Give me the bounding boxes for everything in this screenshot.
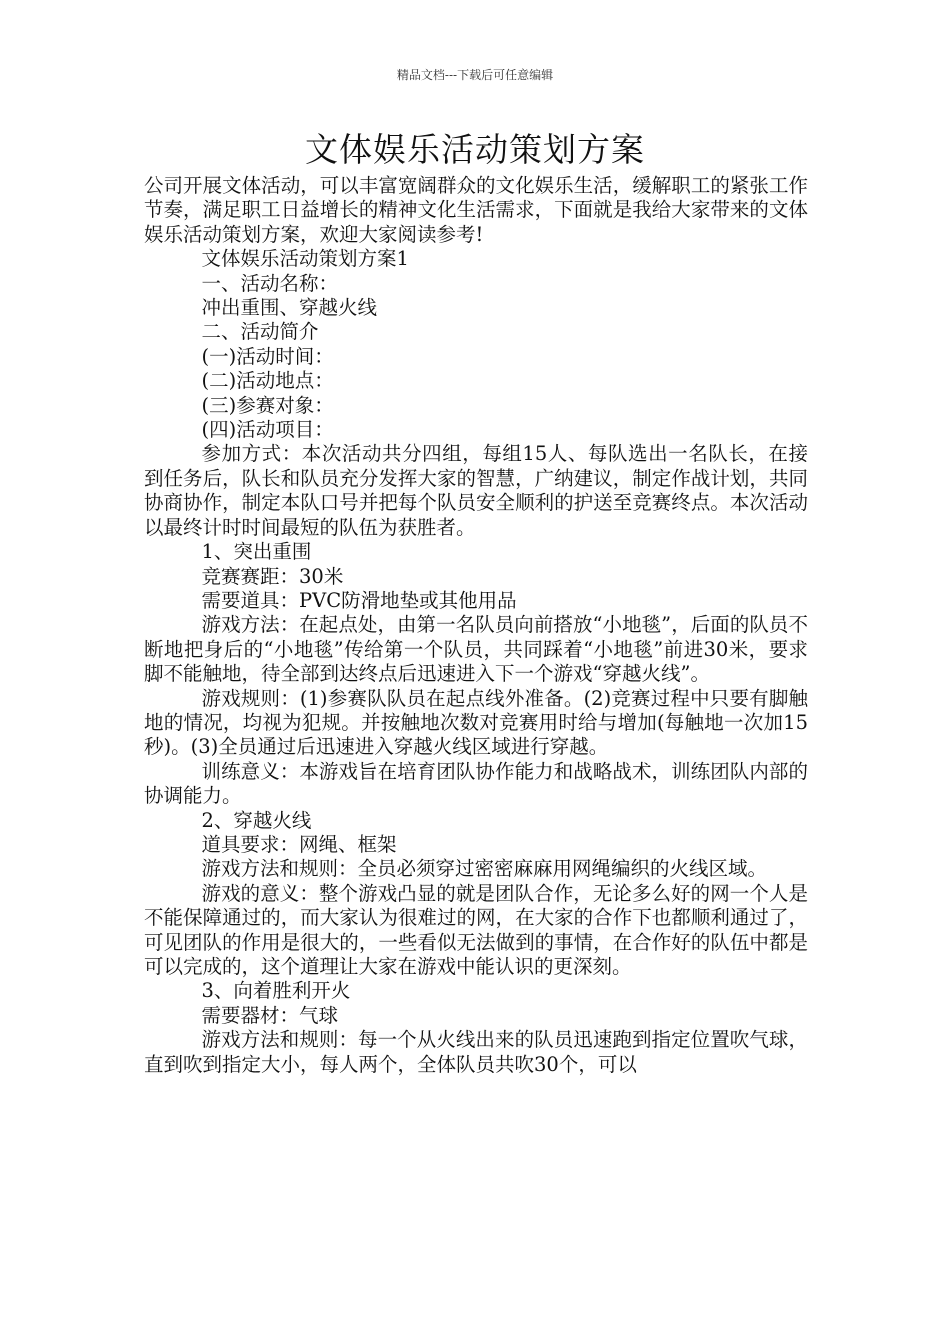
paragraph: 需要器材：气球 [201, 1003, 339, 1027]
paragraph: 竞赛赛距：30米 [201, 564, 344, 588]
paragraph: 公司开展文体活动，可以丰富宽阔群众的文化娱乐生活，缓解职工的紧张工作节奏，满足职工日益增长的精神文化生活需求，下面就是我给大家带来的文体娱乐活动策划方案，欢迎大家阅读参考! [144, 174, 808, 246]
paragraph: 游戏的意义：整个游戏凸显的就是团队合作，无论多么好的网一个人是不能保障通过的，而大家认为很难过的网，在大家的合作下也都顺利通过了，可见团队的作用是很大的，一些看似无法做到的事情，在合作好的队伍中都是可以完成的，这个道理让大家在游戏中能认识的更深刻。 [144, 881, 808, 978]
document-body [144, 174, 808, 1077]
paragraph: 一、活动名称： [201, 271, 339, 295]
paragraph: 游戏方法：在起点处，由第一名队员向前搭放“小地毯”，后面的队员不断地把身后的“小地毯”传给第一个队员，共同踩着“小地毯”前进30米，要求脚不能触地，待全部到达终点后迅速进入下一个游戏“穿越火线”。 [144, 613, 808, 686]
paragraph: 1、突出重围 [201, 540, 312, 564]
paragraph: 需要道具：PVC防滑地垫或其他用品 [201, 588, 517, 612]
paragraph: 训练意义：本游戏旨在培育团队协作能力和战略战术，训练团队内部的协调能力。 [144, 759, 808, 808]
paragraph: (三)参赛对象： [201, 393, 334, 417]
paragraph: (一)活动时间： [201, 344, 334, 368]
paragraph: 游戏方法和规则：全员必须穿过密密麻麻用网绳编织的火线区域。 [201, 857, 768, 881]
paragraph: 道具要求：网绳、框架 [201, 832, 397, 856]
paragraph: 二、活动简介 [201, 320, 319, 344]
paragraph: (二)活动地点： [201, 369, 334, 393]
paragraph: 参加方式：本次活动共分四组，每组15人、每队选出一名队长，在接到任务后，队长和队员充分发挥大家的智慧，广纳建议，制定作战计划，共同协商协作，制定本队口号并把每个队员安全顺利的护送至竞赛终点。本次活动以最终计时时间最短的队伍为获胜者。 [144, 442, 808, 539]
paragraph: 文体娱乐活动策划方案1 [201, 247, 409, 271]
document-title: 文体娱乐活动策划方案 [305, 130, 645, 169]
paragraph: 游戏方法和规则：每一个从火线出来的队员迅速跑到指定位置吹气球，直到吹到指定大小，每人两个，全体队员共吹30个，可以 [144, 1028, 808, 1076]
paragraph: 游戏规则：(1)参赛队队员在起点线外准备。(2)竞赛过程中只要有脚触地的情况，均视为犯规。并按触地次数对竞赛用时给与增加(每触地一次加15秒)。(3)全员通过后迅速进入穿越火线区域进行穿越。 [144, 686, 808, 759]
paragraph: 2、穿越火线 [201, 808, 312, 832]
paragraph: 3、向着胜利开火 [201, 979, 351, 1003]
paragraph: (四)活动项目： [201, 418, 334, 442]
paragraph: 冲出重围、穿越火线 [201, 296, 378, 320]
page-header: 精品文档---下载后可任意编辑 [396, 68, 554, 82]
